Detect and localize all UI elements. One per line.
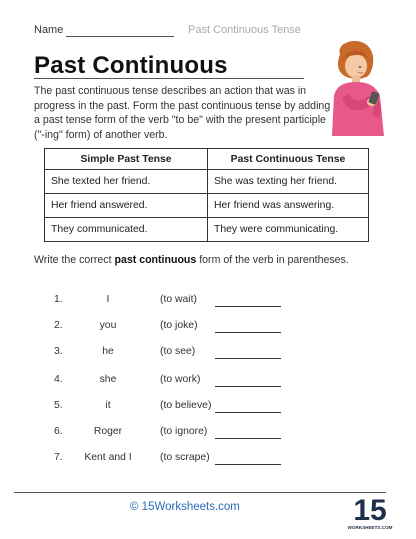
exercise-item: [0, 400, 416, 420]
table-row: [45, 170, 369, 194]
exercise-number: 7.: [54, 452, 63, 463]
copyright-link[interactable]: © 15Worksheets.com: [130, 501, 240, 513]
page-title: Past Continuous: [34, 52, 228, 79]
exercise-number: 6.: [54, 426, 63, 437]
instruction-text: Write the correct: [34, 254, 115, 266]
exercise-verb: (to joke): [160, 320, 198, 331]
logo-number: 15: [353, 494, 387, 527]
exercise-verb: (to see): [160, 346, 196, 357]
column-header-past-continuous: Past Continuous Tense: [208, 149, 369, 170]
exercise-subject: it: [105, 400, 111, 411]
exercise-subject: she: [99, 374, 117, 385]
exercise-verb: (to scrape): [160, 452, 210, 463]
table-cell: They communicated.: [45, 218, 208, 242]
column-header-simple-past: Simple Past Tense: [45, 149, 208, 170]
exercise-item: [0, 346, 416, 366]
title-divider: [34, 78, 304, 79]
exercise-verb: (to work): [160, 374, 201, 385]
instruction-text: form of the verb in parentheses.: [196, 254, 349, 266]
answer-blank[interactable]: [215, 464, 281, 465]
exercise-subject: he: [102, 346, 114, 357]
table-cell: Her friend was answering.: [208, 194, 369, 218]
instructions: [34, 254, 349, 266]
table-cell: Her friend answered.: [45, 194, 208, 218]
name-blank-line[interactable]: [66, 36, 174, 37]
table-row: [45, 194, 369, 218]
answer-blank[interactable]: [215, 332, 281, 333]
exercise-item: [0, 320, 416, 340]
footer-divider: [14, 492, 386, 493]
exercise-item: [0, 426, 416, 446]
tense-comparison-table: [44, 148, 369, 242]
exercise-number: 2.: [54, 320, 63, 331]
exercise-verb: (to believe): [160, 400, 212, 411]
exercise-item: [0, 452, 416, 472]
exercise-item: [0, 374, 416, 394]
table-cell: She texted her friend.: [45, 170, 208, 194]
logo-text: WORKSHEETS.COM: [347, 525, 393, 530]
table-row: [45, 218, 369, 242]
answer-blank[interactable]: [215, 438, 281, 439]
site-logo-icon: [347, 488, 393, 532]
exercise-verb: (to wait): [160, 294, 197, 305]
intro-paragraph: The past continuous tense describes an action that was in progress in the past. Form the past continuous tense by adding a past tense form of the verb "to be" with the present participle ("-ing" form) of another verb.: [34, 85, 331, 141]
exercise-subject: you: [99, 320, 117, 331]
table-header-row: [45, 149, 369, 170]
exercise-subject: Kent and I: [84, 452, 132, 463]
exercise-number: 3.: [54, 346, 63, 357]
instruction-emphasis: past continuous: [114, 254, 197, 266]
table-cell: She was texting her friend.: [208, 170, 369, 194]
exercise-subject: I: [106, 294, 110, 305]
worksheet-topic: Past Continuous Tense: [188, 24, 301, 36]
exercise-number: 5.: [54, 400, 63, 411]
answer-blank[interactable]: [215, 358, 281, 359]
answer-blank[interactable]: [215, 386, 281, 387]
exercise-number: 4.: [54, 374, 63, 385]
exercise-verb: (to ignore): [160, 426, 208, 437]
table-cell: They were communicating.: [208, 218, 369, 242]
answer-blank[interactable]: [215, 412, 281, 413]
exercise-subject: Roger: [93, 426, 123, 437]
exercise-item: [0, 294, 416, 314]
exercise-number: 1.: [54, 294, 63, 305]
answer-blank[interactable]: [215, 306, 281, 307]
name-label: Name: [34, 24, 64, 36]
woman-texting-illustration: [318, 40, 398, 136]
